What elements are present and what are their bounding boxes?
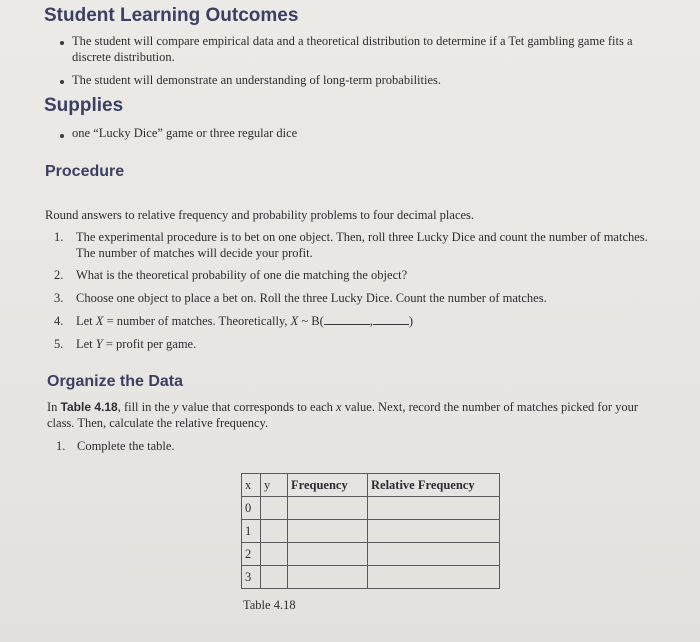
step-2: What is the theoretical probability of one die matching the object?	[76, 268, 408, 282]
step-4	[76, 314, 413, 329]
step-4-mid: = number of matches. Theoretically,	[103, 314, 291, 328]
header-x: x	[242, 474, 261, 497]
cell-x: 2	[242, 543, 261, 566]
variable-y: Y	[95, 337, 103, 351]
table-caption: Table 4.18	[243, 598, 296, 612]
cell-x: 0	[242, 497, 261, 520]
variable-x: x	[336, 400, 342, 414]
table-reference: Table 4.18	[60, 400, 118, 414]
table-row	[242, 520, 500, 543]
outcome-1-line2: discrete distribution.	[72, 50, 175, 64]
header-frequency: Frequency	[288, 474, 368, 497]
cell-y[interactable]	[261, 543, 288, 566]
outcomes-heading: Student Learning Outcomes	[44, 5, 299, 26]
step-number: 1.	[54, 230, 64, 244]
outcome-2: The student will demonstrate an understanding of long-term probabilities.	[72, 73, 442, 87]
cell-relative-frequency[interactable]	[368, 497, 500, 520]
header-relative-frequency: Relative Frequency	[368, 474, 500, 497]
organize-heading: Organize the Data	[47, 373, 184, 390]
step-3: Choose one object to place a bet on. Roll the three Lucky Dice. Count the number of matches.	[76, 291, 547, 305]
organize-intro-line1	[47, 400, 638, 415]
variable-x: X	[95, 314, 104, 328]
organize-intro-line2: class. Then, calculate the relative frequency.	[47, 416, 269, 430]
table-row	[242, 566, 500, 589]
table-row	[242, 543, 500, 566]
table-header-row	[242, 474, 500, 497]
cell-x: 3	[242, 566, 261, 589]
cell-relative-frequency[interactable]	[368, 566, 500, 589]
intro-mid2: value that corresponds to each	[178, 400, 337, 414]
cell-frequency[interactable]	[288, 543, 368, 566]
blank-p	[373, 324, 409, 325]
header-y: y	[261, 474, 288, 497]
blank-n	[324, 324, 370, 325]
intro-post: value. Next, record the number of matches picked for your	[341, 400, 639, 414]
binomial-open: ~ B(	[298, 314, 324, 328]
variable-y: y	[172, 400, 179, 414]
bullet-dot	[60, 134, 64, 138]
procedure-intro: Round answers to relative frequency and probability problems to four decimal places.	[45, 208, 475, 222]
table-row	[242, 497, 500, 520]
step-number: 1.	[56, 439, 66, 453]
step-number: 4.	[54, 314, 64, 328]
binomial-close: )	[408, 314, 414, 328]
cell-frequency[interactable]	[288, 566, 368, 589]
cell-relative-frequency[interactable]	[368, 520, 500, 543]
cell-frequency[interactable]	[288, 497, 368, 520]
data-table	[241, 473, 500, 589]
outcome-1-line1: The student will compare empirical data and a theoretical distribution to determine if a Tet gambling game fits a	[72, 34, 633, 48]
step-1-line1: The experimental procedure is to bet on one object. Then, roll three Lucky Dice and count the number of matches.	[76, 230, 648, 244]
bullet-dot	[60, 80, 64, 84]
cell-frequency[interactable]	[288, 520, 368, 543]
cell-y[interactable]	[261, 520, 288, 543]
complete-table-step: Complete the table.	[77, 439, 175, 453]
intro-pre: In	[47, 400, 61, 414]
bullet-dot	[60, 41, 64, 45]
supplies-heading: Supplies	[44, 95, 124, 116]
step-number: 3.	[54, 291, 64, 305]
procedure-heading: Procedure	[45, 163, 125, 180]
cell-x: 1	[242, 520, 261, 543]
supply-item: one “Lucky Dice” game or three regular dice	[72, 126, 298, 140]
step-5	[76, 337, 196, 352]
step-1-line2: The number of matches will decide your profit.	[76, 246, 313, 260]
step-4-prefix: Let	[76, 314, 96, 328]
separator: ,	[369, 314, 373, 328]
cell-relative-frequency[interactable]	[368, 543, 500, 566]
step-number: 2.	[54, 268, 64, 282]
variable-x: X	[290, 314, 299, 328]
cell-y[interactable]	[261, 497, 288, 520]
cell-y[interactable]	[261, 566, 288, 589]
intro-mid1: , fill in the	[117, 400, 173, 414]
step-5-prefix: Let	[76, 337, 96, 351]
step-5-rest: = profit per game.	[102, 337, 197, 351]
step-number: 5.	[54, 337, 64, 351]
